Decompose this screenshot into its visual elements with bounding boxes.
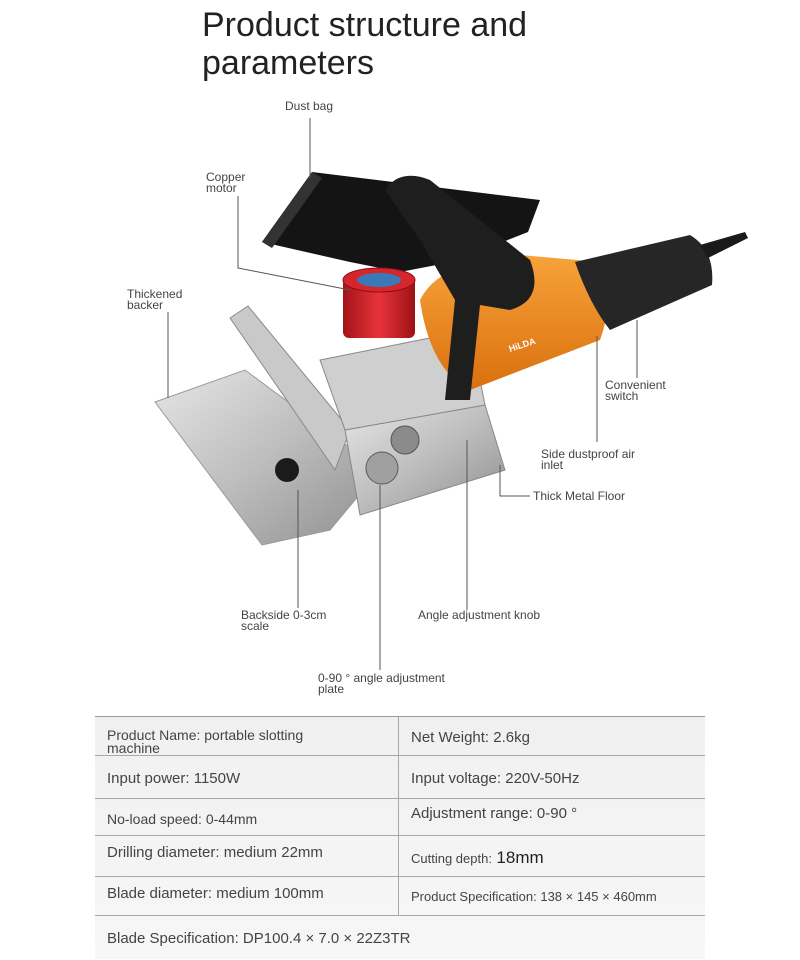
spec-cell — [95, 756, 399, 798]
spec-table — [95, 716, 705, 959]
spec-noload-speed: No-load speed: 0-44mm — [107, 811, 258, 827]
spec-cell — [95, 836, 399, 876]
callout-thick-metal-floor: Thick Metal Floor — [533, 489, 626, 503]
callout-copper-motor: Copper motor — [206, 170, 246, 195]
spec-blade-diameter: Blade diameter: medium 100mm — [107, 885, 324, 902]
spec-cutting-depth-label: Cutting depth: — [411, 851, 492, 866]
spec-row-6 — [95, 916, 705, 958]
spec-cutting-depth-value: 18mm — [496, 848, 544, 867]
spec-net-weight: Net Weight: 2.6kg — [411, 729, 530, 746]
spec-input-voltage: Input voltage: 220V-50Hz — [411, 770, 580, 787]
spec-row-4 — [95, 836, 705, 877]
spec-cell — [95, 916, 705, 958]
callout-thickened-backer: Thickened backer — [127, 287, 183, 312]
spec-blade-specification: Blade Specification: DP100.4 × 7.0 × 22Z3TR — [107, 930, 411, 947]
callout-dust-bag: Dust bag — [285, 99, 334, 113]
callout-backside-scale: Backside 0-3cm scale — [241, 608, 327, 633]
spec-row-1 — [95, 717, 705, 756]
callout-angle-plate: 0-90 ° angle adjustment plate — [318, 671, 445, 696]
spec-row-3 — [95, 799, 705, 836]
spec-cell — [95, 799, 399, 835]
callout-angle-knob: Angle adjustment knob — [418, 608, 541, 622]
spec-cutting-depth — [411, 848, 544, 868]
spec-row-2 — [95, 756, 705, 799]
brand-label: HiLDA — [507, 335, 537, 354]
spec-drilling-diameter: Drilling diameter: medium 22mm — [107, 844, 323, 861]
spec-cell — [399, 799, 705, 835]
spec-cell — [399, 717, 705, 755]
spec-product-specification: Product Specification: 138 × 145 × 460mm — [411, 889, 657, 904]
callout-convenient-switch: Convenient switch — [605, 378, 666, 403]
spec-cell — [399, 756, 705, 798]
angle-knob-shape — [391, 426, 419, 454]
callout-side-dustproof: Side dustproof air inlet — [541, 447, 636, 472]
spec-product-name: Product Name: portable slotting machine — [107, 727, 304, 756]
title-line-1: Product structure and — [202, 6, 528, 44]
spec-cell — [399, 877, 705, 915]
spec-row-5 — [95, 877, 705, 916]
spec-cell — [399, 836, 705, 876]
title-line-2: parameters — [202, 44, 374, 82]
spec-cell — [95, 877, 399, 915]
spec-input-power: Input power: 1150W — [107, 770, 241, 787]
spec-cell — [95, 717, 399, 755]
spec-adjustment-range: Adjustment range: 0-90 ° — [411, 805, 578, 822]
